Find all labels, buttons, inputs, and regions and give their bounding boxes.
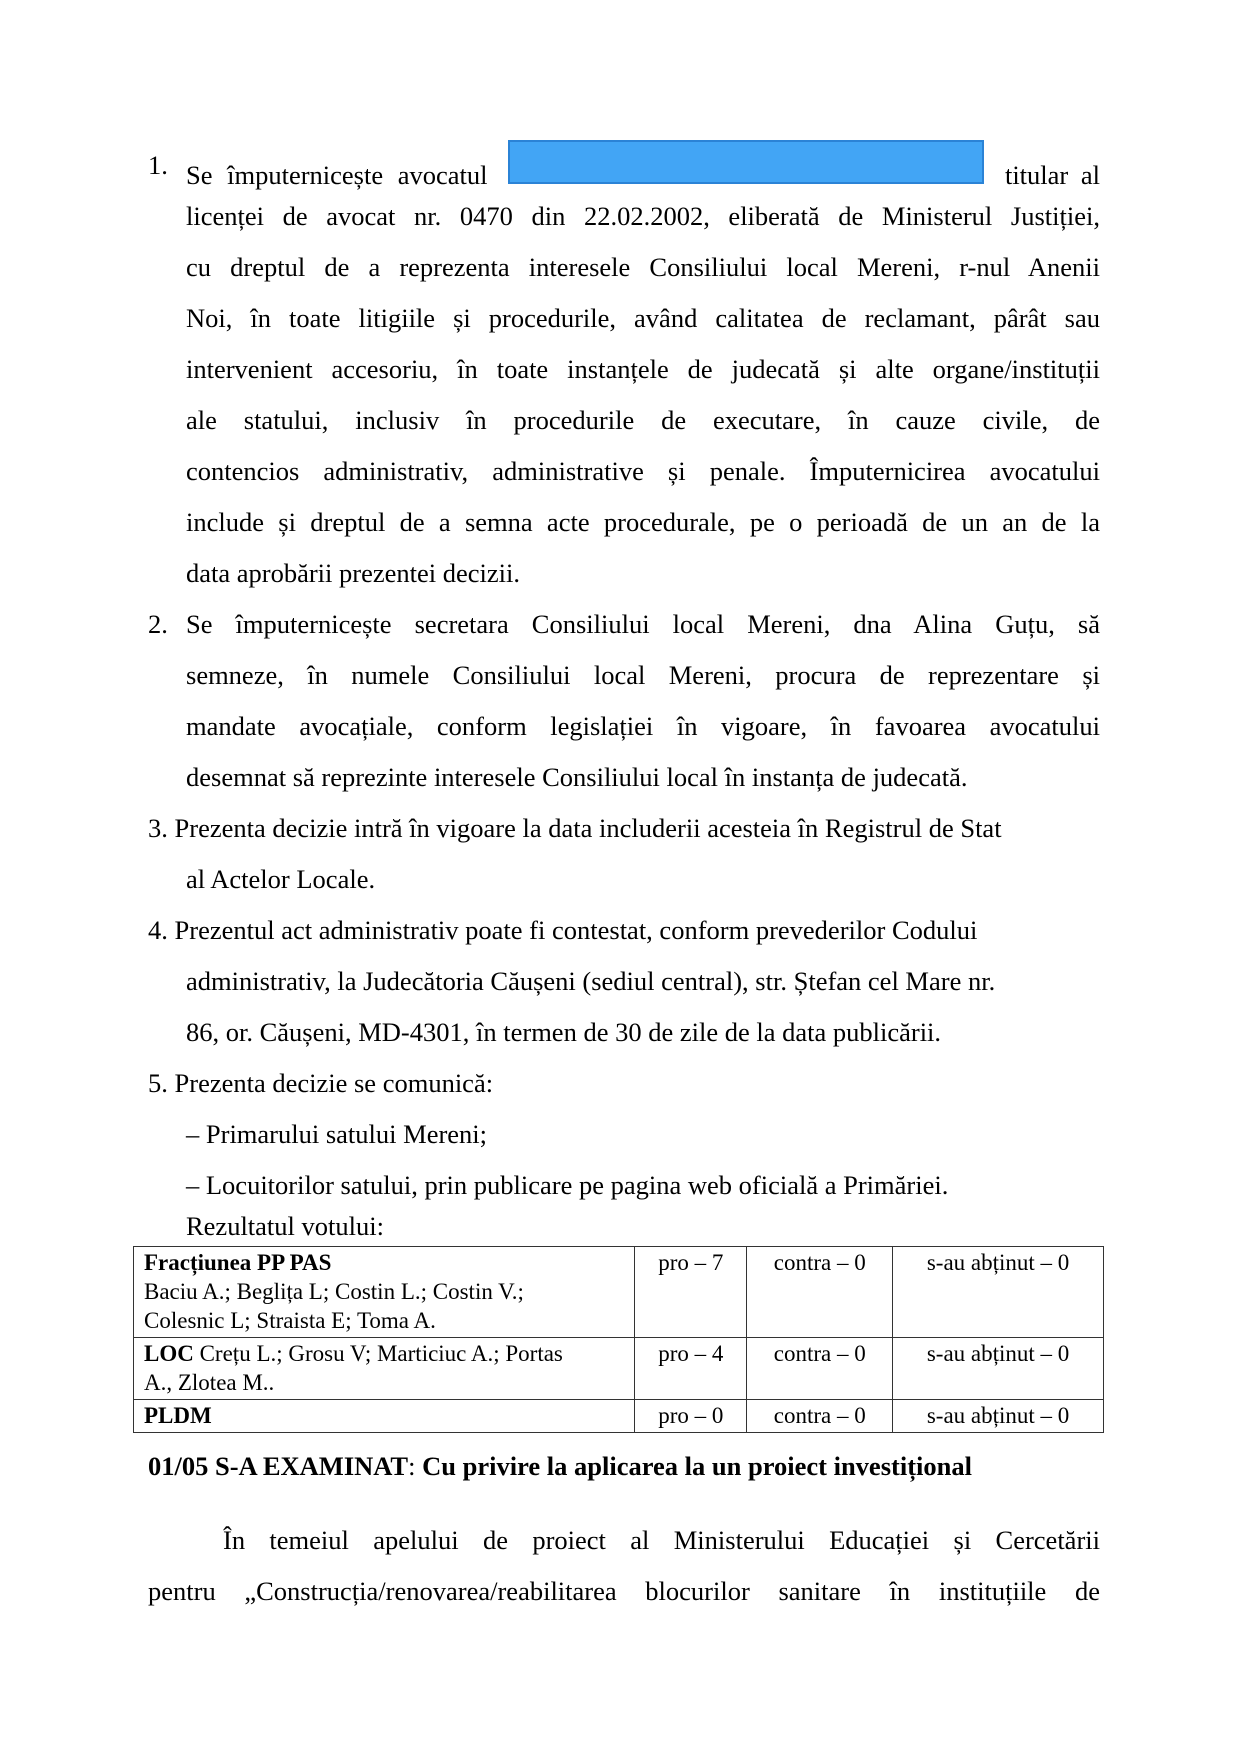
faction-name: PLDM bbox=[144, 1403, 212, 1428]
item-3-line-1: 3. Prezenta decizie intră în vigoare la data includerii acesteia în Registrul de Stat bbox=[148, 813, 1002, 843]
faction-members-line-1: Baciu A.; Beglița L; Costin L.; Costin V.; bbox=[144, 1279, 524, 1304]
faction-members-line-2: A., Zlotea M.. bbox=[144, 1370, 275, 1395]
votes-abstained: s-au abținut – 0 bbox=[893, 1400, 1104, 1433]
item-1-line-6: ale statului, inclusiv în procedurile de executare, în cauze civile, de bbox=[186, 405, 1100, 435]
item-4-line-1: 4. Prezentul act administrativ poate fi contestat, conform prevederilor Codului bbox=[148, 915, 978, 945]
item-1-line-4: Noi, în toate litigiile și procedurile, având calitatea de reclamant, pârât sau bbox=[186, 303, 1100, 333]
item-5-recipient-2: – Locuitorilor satului, prin publicare pe pagina web oficială a Primăriei. bbox=[186, 1170, 949, 1200]
votes-pro: pro – 7 bbox=[635, 1247, 747, 1338]
item-3-line-2: al Actelor Locale. bbox=[186, 864, 376, 894]
item-1-line-5: intervenient accesoriu, în toate instanțele de judecată și alte organe/instituții bbox=[186, 354, 1100, 384]
table-row bbox=[134, 1247, 1104, 1338]
votes-contra: contra – 0 bbox=[747, 1247, 893, 1338]
redacted-lawyer-name bbox=[508, 140, 984, 184]
vote-result-label: Rezultatul votului: bbox=[186, 1211, 384, 1241]
item-5-line-1: 5. Prezenta decizie se comunică: bbox=[148, 1068, 494, 1098]
faction-cell bbox=[134, 1338, 635, 1400]
item-2-line-4: desemnat să reprezinte interesele Consiliului local în instanța de judecată. bbox=[186, 762, 968, 792]
faction-members-line-2: Colesnic L; Straista E; Toma A. bbox=[144, 1308, 436, 1333]
paragraph-line-1: În temeiul apelului de proiect al Ministerului Educației și Cercetării bbox=[223, 1525, 1100, 1555]
section-heading bbox=[148, 1446, 972, 1486]
faction-cell bbox=[134, 1400, 635, 1433]
paragraph-line-2: pentru „Construcția/renovarea/reabilitarea blocurilor sanitare în instituțiile de bbox=[148, 1576, 1100, 1606]
votes-pro: pro – 0 bbox=[635, 1400, 747, 1433]
table-row bbox=[134, 1338, 1104, 1400]
faction-cell bbox=[134, 1247, 635, 1338]
item-1-text-after-redaction: titular al bbox=[1004, 160, 1100, 190]
section-heading-prefix: 01/05 S-A EXAMINAT bbox=[148, 1451, 409, 1481]
item-2-line-1: Se împuternicește secretara Consiliului local Mereni, dna Alina Guțu, să bbox=[186, 609, 1100, 639]
item-1-line-2: licenței de avocat nr. 0470 din 22.02.2002, eliberată de Ministerul Justiției, bbox=[186, 201, 1100, 231]
item-1-number: 1. bbox=[148, 150, 168, 180]
item-5-recipient-1: – Primarului satului Mereni; bbox=[186, 1119, 488, 1149]
votes-abstained: s-au abținut – 0 bbox=[893, 1247, 1104, 1338]
item-1-line-8: include și dreptul de a semna acte procedurale, pe o perioadă de un an de la bbox=[186, 507, 1100, 537]
votes-pro: pro – 4 bbox=[635, 1338, 747, 1400]
votes-contra: contra – 0 bbox=[747, 1400, 893, 1433]
item-1-line-9: data aprobării prezentei decizii. bbox=[186, 558, 521, 588]
section-heading-title: Cu privire la aplicarea la un proiect investițional bbox=[415, 1451, 972, 1481]
item-2-number: 2. bbox=[148, 609, 168, 639]
item-1-text-before-redaction: Se împuternicește avocatul bbox=[186, 160, 488, 190]
faction-members-line-1: Crețu L.; Grosu V; Marticiuc A.; Portas bbox=[193, 1341, 563, 1366]
item-1-line-7: contencios administrativ, administrative și penale. Împuternicirea avocatului bbox=[186, 456, 1100, 486]
votes-abstained: s-au abținut – 0 bbox=[893, 1338, 1104, 1400]
item-4-line-3: 86, or. Căușeni, MD-4301, în termen de 30 de zile de la data publicării. bbox=[186, 1017, 942, 1047]
table-row bbox=[134, 1400, 1104, 1433]
section-heading-colon: : bbox=[408, 1451, 416, 1481]
faction-name: LOC bbox=[144, 1341, 194, 1366]
item-2-line-2: semneze, în numele Consiliului local Mereni, procura de reprezentare și bbox=[186, 660, 1100, 690]
item-4-line-2: administrativ, la Judecătoria Căușeni (sediul central), str. Ștefan cel Mare nr. bbox=[186, 966, 996, 996]
item-1-line-3: cu dreptul de a reprezenta interesele Consiliului local Mereni, r-nul Anenii bbox=[186, 252, 1100, 282]
votes-contra: contra – 0 bbox=[747, 1338, 893, 1400]
faction-name: Fracțiunea PP PAS bbox=[144, 1250, 332, 1275]
item-2-line-3: mandate avocațiale, conform legislației în vigoare, în favoarea avocatului bbox=[186, 711, 1100, 741]
vote-results-table bbox=[133, 1246, 1104, 1433]
